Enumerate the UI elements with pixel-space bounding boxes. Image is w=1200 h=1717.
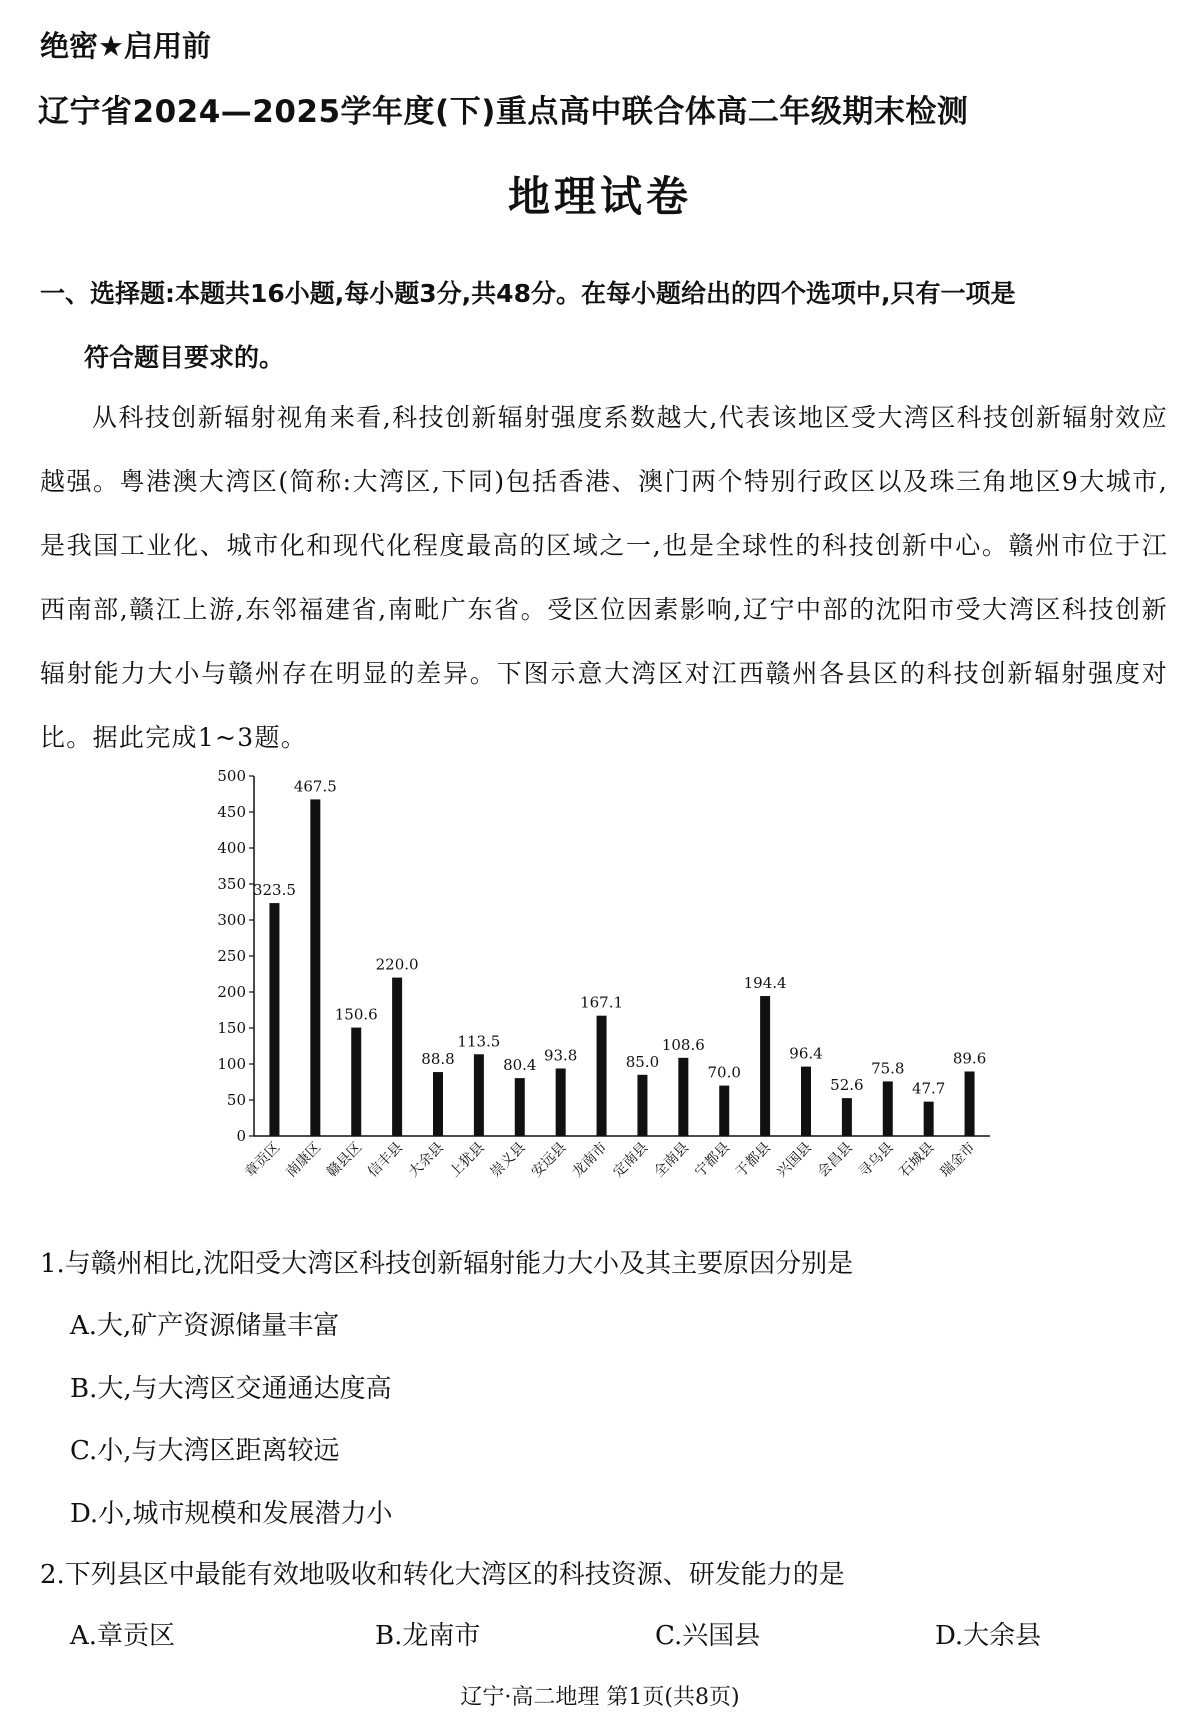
bar-chart — [200, 764, 1000, 1184]
page-footer: 辽宁·高二地理 第1页(共8页) — [460, 1685, 740, 1710]
bar — [392, 978, 402, 1136]
exam-title: 辽宁省2024—2025学年度(下)重点高中联合体高二年级期末检测 — [38, 94, 969, 130]
bar-value-label: 96.4 — [789, 1044, 823, 1063]
bar — [760, 996, 770, 1136]
bar — [965, 1071, 975, 1136]
bar-value-label: 220.0 — [375, 955, 419, 974]
bar — [801, 1067, 811, 1136]
question-2-stem: 2.下列县区中最能有效地吸收和转化大湾区的科技资源、研发能力的是 — [40, 1560, 845, 1590]
bar — [515, 1078, 525, 1136]
bar — [474, 1054, 484, 1136]
section-line-2: 符合题目要求的。 — [84, 343, 285, 372]
category-label: 章贡区 — [242, 1139, 284, 1181]
section-line-1: 一、选择题:本题共16小题,每小题3分,共48分。在每小题给出的四个选项中,只有一项是 — [40, 279, 1016, 308]
category-label: 上犹县 — [446, 1139, 488, 1181]
bar — [269, 903, 279, 1136]
y-tick-label: 150 — [217, 1019, 246, 1037]
bar-value-label: 47.7 — [911, 1079, 946, 1098]
category-label: 全南县 — [651, 1139, 693, 1181]
bar — [678, 1058, 688, 1136]
bar-value-label: 89.6 — [952, 1049, 987, 1068]
bar-value-label: 323.5 — [252, 881, 296, 900]
y-tick-label: 250 — [217, 947, 246, 965]
question-2-option-b: B.龙南市 — [375, 1621, 481, 1651]
question-2-option-c: C.兴国县 — [655, 1621, 761, 1651]
question-2-option-a: A.章贡区 — [70, 1621, 176, 1651]
y-tick-label: 100 — [217, 1055, 246, 1073]
y-tick-label: 0 — [236, 1127, 246, 1145]
bar — [842, 1098, 852, 1136]
bar — [433, 1072, 443, 1136]
category-label: 大余县 — [405, 1139, 447, 1181]
bar — [351, 1028, 361, 1136]
bar — [719, 1086, 729, 1136]
bar-value-label: 108.6 — [661, 1035, 705, 1054]
section-instructions — [40, 262, 1170, 390]
y-tick-label: 50 — [226, 1091, 246, 1109]
bar-value-label: 93.8 — [543, 1046, 578, 1065]
category-label: 寻乌县 — [855, 1139, 897, 1181]
bar — [310, 799, 320, 1136]
bar — [924, 1102, 934, 1136]
category-label: 瑞金市 — [937, 1139, 979, 1181]
y-tick-label: 400 — [217, 839, 246, 857]
question-1-option-b: B.大,与大湾区交通通达度高 — [70, 1374, 392, 1404]
bar-value-label: 150.6 — [334, 1005, 378, 1024]
bar-value-label: 167.1 — [580, 993, 624, 1012]
y-tick-label: 300 — [217, 911, 246, 929]
bar — [883, 1081, 893, 1136]
category-label: 石城县 — [896, 1139, 938, 1181]
category-label: 于都县 — [732, 1139, 774, 1181]
category-label: 安远县 — [528, 1139, 570, 1181]
question-1-option-c: C.小,与大湾区距离较远 — [70, 1436, 340, 1466]
question-2-option-d: D.大余县 — [935, 1621, 1042, 1651]
y-tick-label: 350 — [217, 875, 246, 893]
bar-value-label: 88.8 — [421, 1050, 455, 1069]
category-label: 龙南市 — [569, 1139, 611, 1181]
passage: 从科技创新辐射视角来看,科技创新辐射强度系数越大,代表该地区受大湾区科技创新辐射效应越强。粤港澳大湾区(简称:大湾区,下同)包括香港、澳门两个特别行政区以及珠三角地区9大城市,是我国工业化、城市化和现代化程度最高的区域之一,也是全球性的科技创新中心。赣州市位于江西南部,赣江上游,东邻福建省,南毗广东省。受区位因素影响,辽宁中部的沈阳市受大湾区科技创新辐射能力大小与赣州存在明显的差异。下图示意大湾区对江西赣州各县区的科技创新辐射强度对比。据此完成1~3题。 — [40, 403, 1168, 752]
question-1-option-a: A.大,矿产资源储量丰富 — [70, 1311, 340, 1341]
category-label: 崇义县 — [487, 1139, 529, 1181]
category-label: 赣县区 — [324, 1139, 366, 1181]
category-label: 宁都县 — [692, 1139, 734, 1181]
bar-value-label: 85.0 — [625, 1052, 660, 1071]
subject-title: 地理试卷 — [507, 172, 692, 221]
category-label: 定南县 — [610, 1139, 652, 1181]
category-label: 南康区 — [283, 1139, 325, 1181]
bar-value-label: 194.4 — [743, 974, 787, 993]
bar-value-label: 113.5 — [457, 1032, 501, 1051]
category-label: 会昌县 — [814, 1139, 856, 1181]
bar-value-label: 467.5 — [293, 777, 337, 796]
bar — [637, 1075, 647, 1136]
category-label: 兴国县 — [773, 1139, 815, 1181]
bar — [597, 1016, 607, 1136]
bar-value-label: 75.8 — [871, 1059, 905, 1078]
question-1-option-d: D.小,城市规模和发展潜力小 — [70, 1499, 393, 1529]
bar-value-label: 70.0 — [707, 1063, 741, 1082]
y-tick-label: 450 — [217, 803, 246, 821]
bar — [556, 1068, 566, 1136]
bar-value-label: 80.4 — [503, 1056, 537, 1075]
secret-mark: 绝密★启用前 — [40, 29, 211, 63]
y-tick-label: 200 — [217, 983, 246, 1001]
bar-value-label: 52.6 — [830, 1076, 864, 1095]
category-label: 信丰县 — [364, 1139, 406, 1181]
question-1-stem: 1.与赣州相比,沈阳受大湾区科技创新辐射能力大小及其主要原因分别是 — [40, 1249, 854, 1279]
y-tick-label: 500 — [217, 767, 246, 785]
